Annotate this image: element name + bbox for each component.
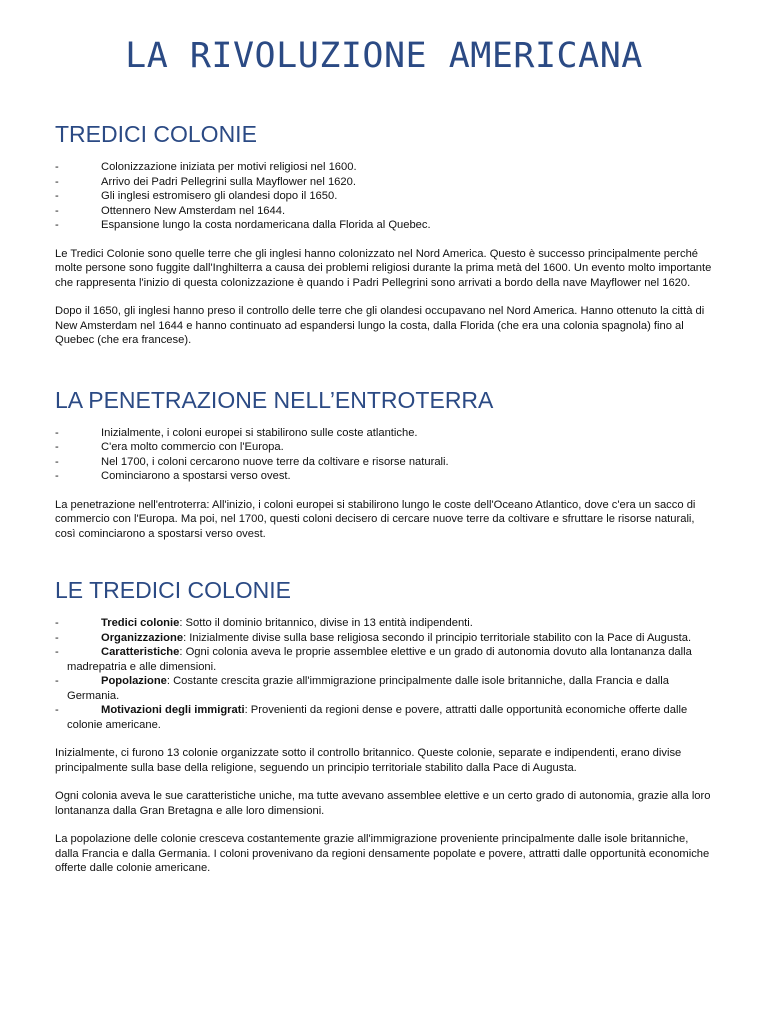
bullet-dash: - (55, 204, 59, 217)
paragraph: Le Tredici Colonie sono quelle terre che gli inglesi hanno colonizzato nel Nord America. Questo è successo principalmente perché molte persone sono fuggite dall'Inghilterra a causa dei problemi religiosi durante la prima metà del 1600. Un evento molto importante che rappresenta l'inizio di questa colonizzazione è quando i Padri Pellegrini sono arrivati a bordo della nave Mayflower nel 1620. (55, 247, 712, 289)
paragraph: La popolazione delle colonie cresceva costantemente grazie all'immigrazione proveniente principalmente dalle isole britanniche, dalla Francia e dalla Germania. I coloni provenivano da regioni densamente popolate e povere, attratti dalle opportunità economiche offerte dalle colonie americane. (55, 833, 710, 874)
bullet-dash: - (55, 455, 59, 468)
bullet-dash: - (55, 617, 59, 629)
bullet-dash: - (55, 704, 59, 716)
section-penetrazione-entroterra (55, 386, 713, 542)
section-le-tredici-colonie (55, 576, 713, 876)
document-title: LA RIVOLUZIONE AMERICANA (125, 36, 643, 76)
bullet-dash: - (55, 219, 59, 231)
list-item: - Espansione lungo la costa nordamericana dalla Florida al Quebec. (55, 219, 431, 231)
term: Motivazioni degli immigrati (101, 704, 245, 716)
list-item: - Caratteristiche: Ogni colonia aveva le proprie assemblee elettive e un grado di autonomia dovuto alla lontananza dalla madrepatria e alle dimensioni. (55, 646, 692, 673)
bullet-dash: - (55, 175, 59, 188)
paragraph: Ogni colonia aveva le sue caratteristiche uniche, ma tutte avevano assemblee elettive e un certo grado di autonomia, grazie alla loro lontananza dalla Gran Bretagna e alle loro dimensioni. (55, 790, 711, 817)
bullet-dash: - (55, 190, 59, 202)
bullet-list (55, 616, 713, 732)
bullet-dash: - (55, 631, 59, 644)
list-item: - Colonizzazione iniziata per motivi religiosi nel 1600. (55, 161, 357, 173)
list-item: - Ottennero New Amsterdam nel 1644. (55, 204, 286, 217)
section-heading: TREDICI COLONIE (55, 121, 257, 147)
bullet-dash: - (55, 426, 59, 439)
term: Tredici colonie (101, 617, 180, 629)
term: Organizzazione (101, 631, 184, 644)
list-item: - Inizialmente, i coloni europei si stabilirono sulle coste atlantiche. (55, 426, 418, 439)
bullet-dash: - (55, 441, 59, 453)
bullet-list (55, 160, 713, 233)
section-heading: LA PENETRAZIONE NELL’ENTROTERRA (55, 386, 494, 413)
bullet-dash: - (55, 470, 59, 482)
list-item: - Motivazioni degli immigrati: Provenienti da regioni dense e povere, attratti dalle opportunità economiche offerte dalle colonie americane. (55, 704, 688, 731)
paragraph: La penetrazione nell'entroterra: All'inizio, i coloni europei si stabilirono lungo le coste dell'Oceano Atlantico, dove c'era un sacco di commercio con l'Europa. Ma poi, nel 1700, questi coloni decisero di cercare nuove terre da coltivare e sfruttare le risorse naturali, così cominciarono a spostarsi verso ovest. (55, 498, 696, 540)
bullet-list (55, 426, 713, 484)
section-tredici-colonie (55, 120, 713, 348)
list-item: - Organizzazione: Inizialmente divise sulla base religiosa secondo il principio territoriale stabilito con la Pace di Augusta. (55, 631, 692, 644)
list-item: - Arrivo dei Padri Pellegrini sulla Mayflower nel 1620. (55, 175, 356, 188)
bullet-dash: - (55, 646, 59, 658)
term: Popolazione (101, 675, 167, 687)
list-item: - Gli inglesi estromisero gli olandesi dopo il 1650. (55, 190, 338, 202)
paragraph: Inizialmente, ci furono 13 colonie organizzate sotto il controllo britannico. Queste colonie, separate e indipendenti, erano divise principalmente sulla base della religione, seguendo un principio territoriale stabilito dalla Pace di Augusta. (55, 747, 682, 774)
list-item: - Cominciarono a spostarsi verso ovest. (55, 470, 291, 482)
list-item: - Popolazione: Costante crescita grazie all'immigrazione principalmente dalle isole britanniche, dalla Francia e dalla Germania. (55, 675, 669, 702)
list-item: - C'era molto commercio con l'Europa. (55, 441, 284, 453)
section-heading: LE TREDICI COLONIE (55, 577, 292, 603)
paragraph: Dopo il 1650, gli inglesi hanno preso il controllo delle terre che gli olandesi occupavano nel Nord America. Hanno ottenuto la città di New Amsterdam nel 1644 e hanno continuato ad espandersi lungo la costa, dalla Florida (che era una colonia spagnola) fino al Quebec (che era francese). (55, 305, 705, 346)
list-item: - Tredici colonie: Sotto il dominio britannico, divise in 13 entità indipendenti. (55, 617, 473, 629)
term: Caratteristiche (101, 646, 180, 658)
bullet-dash: - (55, 161, 59, 173)
list-item: - Nel 1700, i coloni cercarono nuove terre da coltivare e risorse naturali. (55, 455, 449, 468)
bullet-dash: - (55, 675, 59, 687)
